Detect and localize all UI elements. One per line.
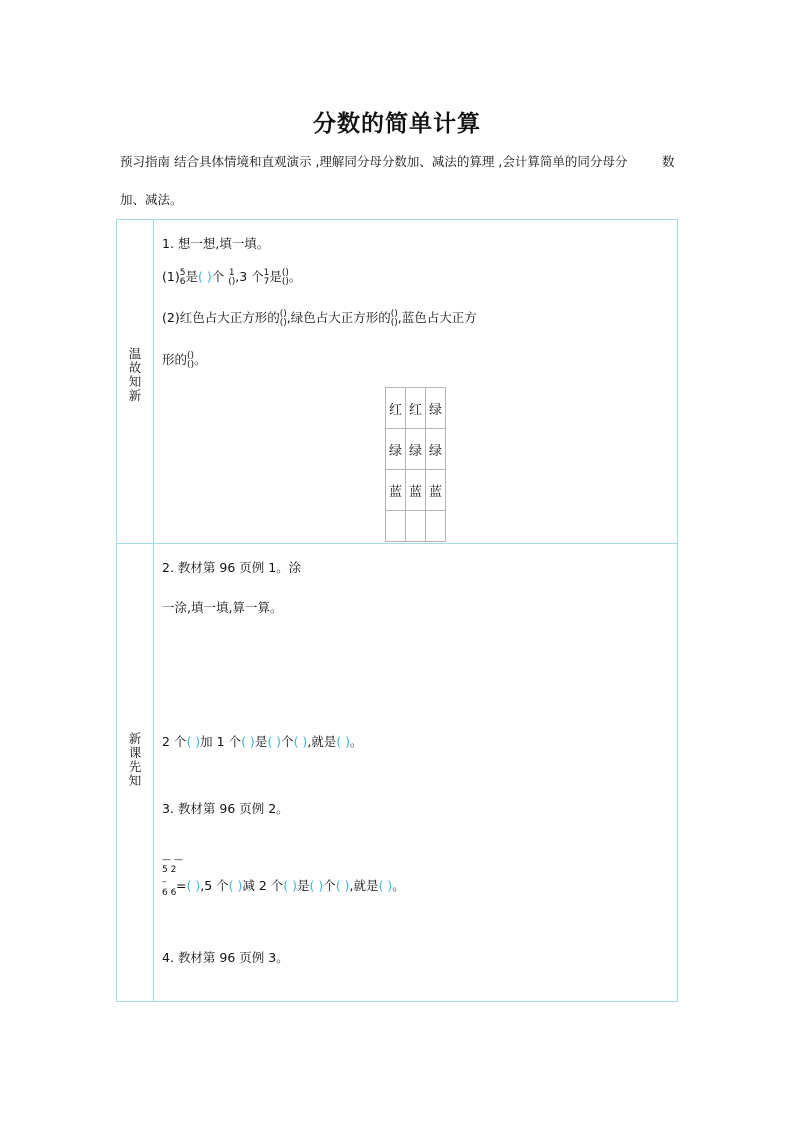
preview-guide-line1-end: 数 [662,154,675,169]
grid-cell [426,511,446,542]
grid-cell: 绿 [426,429,446,470]
grid-cell: 绿 [426,388,446,429]
frac-numerator: 1 [228,267,235,278]
answer-blank[interactable]: ( ) [228,878,243,893]
fill-text: = [176,878,187,893]
q1-heading: 1. 想一想,填一填。 [162,236,270,251]
fraction-blue-blank[interactable] [187,352,194,370]
page-title: 分数的简单计算 [313,111,481,137]
q1-part2-cont [162,348,207,372]
answer-blank[interactable]: ( ) [267,734,282,749]
q1-part1-is: 是 [185,269,198,284]
fill-text: 是 [297,878,310,893]
grid-cell: 绿 [406,429,426,470]
q3-minus-sign: – [162,877,167,887]
fill-text: 是 [254,734,268,749]
fill-text: 。 [350,734,363,749]
q2-line2: 一涂,填一填,算一算。 [162,600,283,615]
q1-part1-end: 。 [288,269,302,284]
preview-guide-line1: 预习指南 结合具体情境和直观演示 ,理解同分母分数加、减法的算理 ,会计算简单的同分母分 [120,154,628,169]
q1-part1-three: ,3 个 [235,269,264,284]
frac-numerator[interactable]: () [390,308,398,319]
q1-part2-red-text: (2)红色占大正方形的 [162,310,280,325]
q1-part2-blue-text2: 形的 [162,352,188,367]
grid-row [386,388,446,429]
grid-cell [406,511,426,542]
q3-fraction-bars: — — [162,855,183,865]
grid-cell: 蓝 [426,470,446,511]
answer-blank[interactable]: ( ) [335,878,350,893]
frac-denominator[interactable]: () [390,317,398,328]
q1-part1-is2: 是 [269,269,282,284]
fill-text: 个 [323,878,336,893]
answer-blank[interactable]: ( ) [378,878,393,893]
q1-part1-prefix: (1) [162,269,180,284]
q1-part2-green-text: ,绿色占大正方形的 [286,310,391,325]
grid-cell: 红 [406,388,426,429]
section-label-new: 新课先知 [128,731,142,788]
grid-row [386,511,446,542]
frac-denominator: 7 [263,276,270,287]
frac-denominator[interactable]: () [279,317,287,328]
q1-part2-blue-text: ,蓝色占大正方 [397,310,477,325]
fill-text: 减 2 个 [242,878,284,893]
fraction-answer-blank[interactable] [282,269,289,287]
answer-blank[interactable]: ( ) [241,734,255,749]
section-label-review: 温故知新 [128,346,142,403]
fraction-five-sixths [180,269,186,287]
q4-heading: 4. 教材第 96 页例 3。 [162,950,289,965]
fill-text: 个 [281,734,294,749]
fill-text: ,就是 [349,878,379,893]
grid-row [386,470,446,511]
q1-part1 [162,266,301,288]
fraction-unit-blank [228,269,235,287]
frac-numerator: 5 [179,267,186,278]
q2-fill-line [162,732,363,750]
fill-text: 2 个 [162,734,187,749]
answer-blank[interactable]: ( ) [336,734,351,749]
answer-blank[interactable]: ( ) [186,878,201,893]
q3-heading: 3. 教材第 96 页例 2。 [162,801,289,816]
answer-blank[interactable]: ( ) [186,734,201,749]
fill-text: ,5 个 [200,878,229,893]
grid-row [386,429,446,470]
fraction-green-blank[interactable] [391,310,398,328]
frac-numerator[interactable]: () [281,267,289,278]
grid-cell [386,511,406,542]
answer-blank[interactable]: ( ) [197,269,212,284]
fraction-red-blank[interactable] [280,310,287,328]
fill-text: 加 1 个 [200,734,242,749]
table-column-divider [153,219,154,1002]
fill-text: 。 [392,878,405,893]
frac-numerator: 1 [263,267,270,278]
frac-denominator[interactable]: () [281,276,289,287]
answer-blank[interactable]: ( ) [293,734,308,749]
frac-denominator[interactable]: () [228,276,236,287]
frac-denominator[interactable]: () [187,359,195,370]
fill-text: ,就是 [307,734,337,749]
grid-cell: 红 [386,388,406,429]
preview-guide-line2: 加、减法。 [120,192,183,207]
q3-fill-line [176,876,405,894]
frac-numerator[interactable]: () [187,350,195,361]
frac-denominator: 6 [179,276,186,287]
grid-cell: 蓝 [386,470,406,511]
frac-numerator[interactable]: () [279,308,287,319]
q2-line1: 2. 教材第 96 页例 1。涂 [162,560,302,575]
grid-cell: 绿 [386,429,406,470]
fraction-one-seventh [264,269,270,287]
answer-blank[interactable]: ( ) [283,878,297,893]
answer-blank[interactable]: ( ) [309,878,324,893]
table-row-divider [116,543,678,544]
q1-part1-ge: 个 [211,269,225,284]
q1-part2 [162,306,477,330]
grid-cell: 蓝 [406,470,426,511]
q3-fraction-numerators: 5 2 [162,865,177,875]
q1-part2-end: 。 [194,352,207,367]
color-square-grid [385,387,446,542]
q3-fraction-denominators: 6 6 [162,888,177,898]
